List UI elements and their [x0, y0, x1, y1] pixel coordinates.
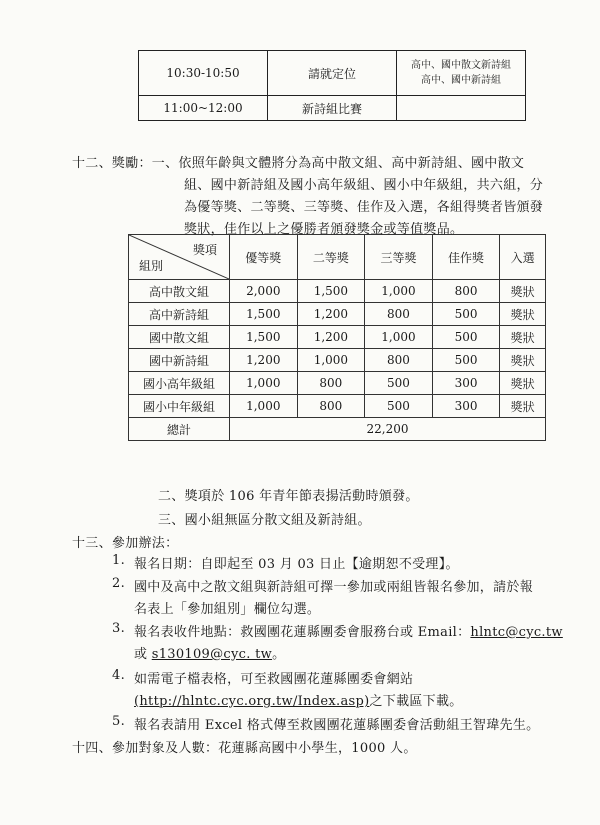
value-cell: 獎狀 — [500, 326, 546, 349]
value-cell: 1,500 — [230, 326, 298, 349]
value-cell: 1,000 — [365, 326, 433, 349]
value-cell: 800 — [432, 280, 500, 303]
schedule-groups — [397, 96, 526, 121]
item-text: 報名表請用 Excel 格式傳至救國團花蓮縣團委會活動組王智瑋先生。 — [134, 718, 540, 733]
item-text: 國中及高中之散文組與新詩組可擇一參加或兩組皆報名參加，請於報 — [134, 580, 534, 595]
table-row — [129, 395, 546, 418]
schedule-event: 請就定位 — [268, 51, 397, 96]
value-cell: 1,200 — [297, 303, 365, 326]
value-cell: 獎狀 — [500, 372, 546, 395]
table-row — [139, 96, 526, 121]
section13-heading: 十三、參加辦法： — [72, 536, 179, 551]
value-cell: 獎狀 — [500, 349, 546, 372]
value-cell: 300 — [432, 372, 500, 395]
award-table — [128, 234, 546, 441]
schedule-groups — [397, 51, 526, 96]
schedule-time: 11:00~12:00 — [139, 96, 268, 121]
group-cell: 國中新詩組 — [129, 349, 230, 372]
item-number: 4. — [112, 668, 126, 683]
item-text-part: 或 — [134, 647, 152, 662]
value-cell: 1,000 — [365, 280, 433, 303]
note-3: 三、國小組無區分散文組及新詩組。 — [158, 513, 371, 528]
value-cell: 500 — [432, 326, 500, 349]
column-header: 二等獎 — [297, 235, 365, 280]
value-cell: 1,200 — [297, 326, 365, 349]
column-header: 入選 — [500, 235, 546, 280]
schedule-group-line: 高中、國中新詩組 — [421, 75, 501, 86]
total-label: 總計 — [129, 418, 230, 441]
group-cell: 國中散文組 — [129, 326, 230, 349]
table-row — [129, 326, 546, 349]
item-text — [134, 690, 463, 709]
value-cell: 獎狀 — [500, 280, 546, 303]
total-value: 22,200 — [230, 418, 546, 441]
schedule-event: 新詩組比賽 — [268, 96, 397, 121]
item-text: 名表上「參加組別」欄位勾選。 — [134, 602, 321, 617]
value-cell: 500 — [365, 372, 433, 395]
value-cell: 800 — [297, 372, 365, 395]
item-text — [134, 621, 563, 640]
note-2: 二、獎項於 106 年青年節表揚活動時頒發。 — [158, 489, 419, 504]
section12-line: 獎狀，佳作以上之優勝者頒發獎金或等值獎品。 — [184, 222, 464, 237]
corner-bottom-label: 組別 — [139, 259, 164, 273]
group-cell: 高中散文組 — [129, 280, 230, 303]
value-cell: 500 — [432, 349, 500, 372]
value-cell: 1,000 — [230, 372, 298, 395]
item-text — [134, 643, 285, 662]
item-text-part: 報名表收件地點：救國團花蓮縣團委會服務台或 Email： — [134, 625, 471, 640]
column-header: 佳作獎 — [432, 235, 500, 280]
website-link[interactable]: (http://hlntc.cyc.org.tw/Index.asp) — [134, 694, 370, 709]
item-text: 報名日期：自即起至 03 月 03 日止【逾期恕不受理】。 — [134, 557, 459, 572]
schedule-time: 10:30-10:50 — [139, 51, 268, 96]
column-header: 三等獎 — [365, 235, 433, 280]
schedule-table — [138, 50, 526, 121]
group-cell: 高中新詩組 — [129, 303, 230, 326]
value-cell: 1,200 — [230, 349, 298, 372]
value-cell: 500 — [432, 303, 500, 326]
table-header-row — [129, 235, 546, 280]
group-cell: 國小高年級組 — [129, 372, 230, 395]
value-cell: 1,000 — [297, 349, 365, 372]
table-row — [129, 349, 546, 372]
table-row — [139, 51, 526, 96]
email-link[interactable]: s130109@cyc. tw — [151, 647, 273, 662]
section12-heading: 十二、獎勵：一、依照年齡與文體將分為高中散文組、高中新詩組、國中散文 — [72, 156, 525, 171]
value-cell: 300 — [432, 395, 500, 418]
item-text-part: 之下載區下載。 — [369, 694, 463, 709]
table-row — [129, 372, 546, 395]
email-link[interactable]: hlntc@cyc.tw — [470, 625, 563, 640]
value-cell: 獎狀 — [500, 303, 546, 326]
value-cell: 1,000 — [230, 395, 298, 418]
item-text-part: 。 — [272, 647, 286, 662]
value-cell: 500 — [365, 395, 433, 418]
item-number: 1. — [112, 553, 126, 568]
table-total-row — [129, 418, 546, 441]
item-number: 3. — [112, 621, 126, 636]
table-row — [129, 303, 546, 326]
item-number: 5. — [112, 714, 126, 729]
section14-line: 十四、參加對象及人數：花蓮縣高國中小學生，1000 人。 — [72, 741, 417, 756]
item-number: 2. — [112, 576, 126, 591]
table-corner-cell — [129, 235, 230, 280]
section12-line: 組、國中新詩組及國小高年級組、國小中年級組，共六組，分 — [184, 178, 544, 193]
column-header: 優等獎 — [230, 235, 298, 280]
group-cell: 國小中年級組 — [129, 395, 230, 418]
value-cell: 獎狀 — [500, 395, 546, 418]
section12-line: 為優等獎、二等獎、三等獎、佳作及入選，各組得獎者皆頒發 — [184, 200, 544, 215]
schedule-group-line: 高中、國中散文新詩組 — [411, 60, 511, 71]
value-cell: 1,500 — [297, 280, 365, 303]
corner-top-label: 獎項 — [192, 243, 217, 257]
item-text: 如需電子檔表格，可至救國團花蓮縣團委會網站 — [134, 672, 414, 687]
value-cell: 800 — [365, 303, 433, 326]
value-cell: 800 — [297, 395, 365, 418]
value-cell: 1,500 — [230, 303, 298, 326]
value-cell: 2,000 — [230, 280, 298, 303]
table-row — [129, 280, 546, 303]
value-cell: 800 — [365, 349, 433, 372]
